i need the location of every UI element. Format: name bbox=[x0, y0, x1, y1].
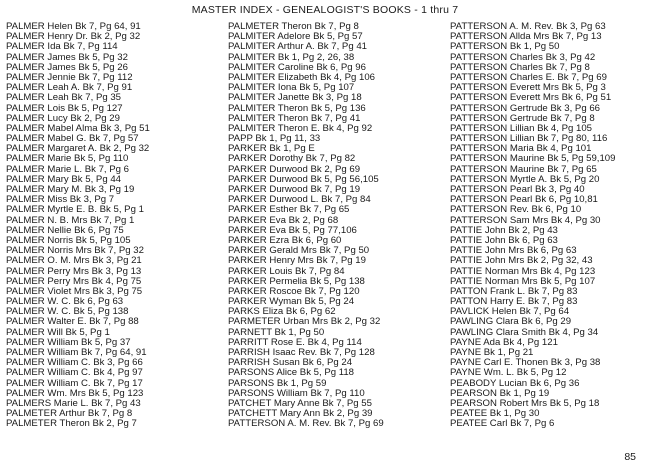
index-entry: PALMER Leah A. Bk 7, Pg 91 bbox=[6, 83, 133, 94]
index-entry: PALMITER Iona Bk 5, Pg 107 bbox=[228, 83, 355, 94]
index-entry: PALMER Jennie Bk 7, Pg 112 bbox=[6, 72, 133, 83]
index-entry: PALMER Nellie Bk 6, Pg 75 bbox=[6, 225, 124, 236]
index-entry: PALMER William C. Bk 3, Pg 66 bbox=[6, 358, 143, 369]
index-entry: PATTERSON Pearl Bk 3, Pg 40 bbox=[450, 185, 585, 195]
index-entry: PATTERSON Myrtle A. Bk 5, Pg 20 bbox=[450, 174, 600, 185]
index-entry: PARSONS Bk 1, Pg 59 bbox=[228, 378, 327, 389]
index-entry: PALMETER Arthur Bk 7, Pg 8 bbox=[6, 409, 133, 420]
index-entry: PALMER N. B. Mrs Bk 7, Pg 1 bbox=[6, 215, 135, 226]
index-entry: PATTIE John Mrs Bk 2, Pg 32, 43 bbox=[450, 256, 593, 267]
index-entry: PATTERSON Allda Mrs Bk 7, Pg 13 bbox=[450, 32, 602, 43]
index-entry: PALMITER Arthur A. Bk 7, Pg 41 bbox=[228, 42, 367, 53]
index-entry: PAYNE Bk 1, Pg 21 bbox=[450, 348, 534, 358]
index-entry: PARSONS Alice Bk 5, Pg 118 bbox=[228, 368, 355, 379]
index-entry: PATTERSON A. M. Rev. Bk 3, Pg 63 bbox=[450, 22, 606, 32]
index-entry: PALMER Marie Bk 5, Pg 110 bbox=[6, 154, 129, 165]
index-entry: PALMER Margaret A. Bk 2, Pg 32 bbox=[6, 144, 150, 155]
index-entry: PATTERSON Charles Bk 7, Pg 8 bbox=[450, 62, 590, 73]
index-entry: PALMER Norris Bk 5, Pg 105 bbox=[6, 235, 131, 246]
index-entry: PATTERSON Gertrude Bk 7, Pg 8 bbox=[450, 113, 595, 124]
index-entry: PARKER Dorothy Bk 7, Pg 82 bbox=[228, 154, 356, 165]
index-entry: PALMER Mabel Alma Bk 3, Pg 51 bbox=[6, 123, 150, 134]
index-entry: PATTON Frank L. Bk 7, Pg 83 bbox=[450, 286, 578, 297]
index-entry: PATTIE John Bk 6, Pg 63 bbox=[450, 235, 558, 246]
index-entry: PATTERSON Everett Mrs Bk 5, Pg 3 bbox=[450, 83, 606, 94]
index-entry: PARNETT Bk 1, Pg 50 bbox=[228, 327, 325, 338]
index-entry: PALMER Henry Dr. Bk 2, Pg 32 bbox=[6, 32, 141, 43]
index-entry: PARKER Henry Mrs Bk 7, Pg 19 bbox=[228, 256, 366, 267]
index-entry: PATCHET Mary Anne Bk 7, Pg 55 bbox=[228, 398, 372, 409]
index-entry: PATTERSON Gertrude Bk 3, Pg 66 bbox=[450, 103, 600, 114]
index-entry: PATTERSON Lillian Bk 4, Pg 105 bbox=[450, 123, 593, 134]
index-entry: PARKER Gerald Mrs Bk 7, Pg 50 bbox=[228, 246, 370, 257]
index-entry: PALMER O. M. Mrs Bk 3, Pg 21 bbox=[6, 256, 142, 267]
index-entry: PATTIE John Mrs Bk 6, Pg 63 bbox=[450, 246, 577, 257]
index-entry: PEARSON Robert Mrs Bk 5, Pg 18 bbox=[450, 398, 600, 409]
index-entry: PAWLING Clara Bk 6, Pg 29 bbox=[450, 317, 572, 328]
index-entry: PAYNE Ada Bk 4, Pg 121 bbox=[450, 337, 558, 348]
index-entry: PARKER Durwood L. Bk 7, Pg 84 bbox=[228, 195, 371, 206]
index-entry: PALMITER Janette Bk 3, Pg 18 bbox=[228, 93, 362, 104]
index-entry: PATTERSON Rev. Bk 6, Pg 10 bbox=[450, 205, 582, 216]
index-entry: PALMITER Elizabeth Bk 4, Pg 106 bbox=[228, 72, 375, 83]
index-entry: PARKER Eva Bk 5, Pg 77,106 bbox=[228, 225, 357, 236]
index-entry: PARKER Louis Bk 7, Pg 84 bbox=[228, 266, 345, 277]
index-entry: PATTERSON Pearl Bk 6, Pg 10,81 bbox=[450, 195, 598, 206]
index-entry: PALMITER Adelore Bk 5, Pg 57 bbox=[228, 32, 363, 43]
page-header: MASTER INDEX - GENEALOGIST'S BOOKS - 1 thru 7 bbox=[191, 4, 459, 16]
index-entry: PALMER Norris Mrs Bk 7, Pg 32 bbox=[6, 246, 144, 257]
index-entry: PEATEE Carl Bk 7, Pg 6 bbox=[450, 419, 555, 430]
index-entry: PALMER William Bk 5, Pg 37 bbox=[6, 337, 131, 348]
index-entry: PALMER Mary Bk 5, Pg 44 bbox=[6, 174, 121, 185]
index-entry: PARKER Bk 1, Pg E bbox=[228, 144, 315, 155]
index-entry: PALMER Ida Bk 7, Pg 114 bbox=[6, 42, 118, 53]
index-entry: PATTERSON Bk 1, Pg 50 bbox=[450, 42, 560, 53]
index-entry: PEATEE Bk 1, Pg 30 bbox=[450, 409, 540, 420]
index-entry: PARKER Esther Bk 7, Pg 65 bbox=[228, 205, 350, 216]
index-entry: PAWLING Clara Smith Bk 4, Pg 34 bbox=[450, 327, 599, 338]
index-entry: PALMER Mabel G. Bk 7, Pg 57 bbox=[6, 134, 139, 145]
index-entry: PALMITER Theron E. Bk 4, Pg 92 bbox=[228, 123, 373, 134]
index-entry: PALMER Myrtle E. B. Bk 5, Pg 1 bbox=[6, 205, 144, 216]
index-entry: PALMITER Caroline Bk 6, Pg 96 bbox=[228, 62, 366, 73]
index-entry: PALMER Leah Bk 7, Pg 35 bbox=[6, 93, 122, 104]
index-entry: PATTERSON Everett Mrs Bk 6, Pg 51 bbox=[450, 93, 612, 104]
index-entry: PALMER Wm. Mrs Bk 5, Pg 123 bbox=[6, 388, 144, 399]
index-column-1 bbox=[6, 22, 221, 430]
index-entry: PATTIE John Bk 2, Pg 43 bbox=[450, 225, 558, 236]
index-entry: PALMETER Theron Bk 2, Pg 7 bbox=[6, 419, 137, 430]
index-entry: PALMITER Theron Bk 5, Pg 136 bbox=[228, 103, 366, 114]
index-entry: PARKER Ezra Bk 6, Pg 60 bbox=[228, 235, 342, 246]
index-entry: PARRITT Rose E. Bk 4, Pg 114 bbox=[228, 337, 362, 348]
index-entry: PALMERS Marie L. Bk 7, Pg 43 bbox=[6, 398, 141, 409]
index-entry: PALMER Will Bk 5, Pg 1 bbox=[6, 327, 110, 338]
index-entry: PALMER William C. Bk 7, Pg 17 bbox=[6, 378, 143, 389]
index-entry: PARKER Permelia Bk 5, Pg 138 bbox=[228, 276, 365, 287]
index-entry: PATTIE Norman Mrs Bk 5, Pg 107 bbox=[450, 276, 596, 287]
index-entry: PATTERSON Lillian Bk 7, Pg 80, 116 bbox=[450, 134, 608, 145]
index-entry: PALMER James Bk 5, Pg 26 bbox=[6, 62, 128, 73]
index-entry: PATTON Harry E. Bk 7, Pg 83 bbox=[450, 297, 578, 308]
index-entry: PALMER Perry Mrs Bk 4, Pg 75 bbox=[6, 276, 142, 287]
index-entry: PARSONS William Bk 7, Pg 110 bbox=[228, 388, 365, 399]
index-columns bbox=[6, 22, 646, 447]
index-entry: PATTERSON Maurine Bk 7, Pg 65 bbox=[450, 164, 597, 175]
index-entry: PAVLICK Helen Bk 7, Pg 64 bbox=[450, 307, 570, 318]
index-entry: PALMER William C. Bk 4, Pg 97 bbox=[6, 368, 143, 379]
index-entry: PALMER W. C. Bk 5, Pg 138 bbox=[6, 307, 129, 318]
index-entry: PATTERSON A. M. Rev. Bk 7, Pg 69 bbox=[228, 419, 384, 430]
index-entry: PATTERSON Charles Bk 3, Pg 42 bbox=[450, 52, 596, 63]
index-entry: PEABODY Lucian Bk 6, Pg 36 bbox=[450, 378, 580, 389]
index-entry: PARRISH Isaac Rev. Bk 7, Pg 128 bbox=[228, 348, 375, 358]
index-entry: PALMER Walter E. Bk 7, Pg 88 bbox=[6, 317, 139, 328]
page-number: 85 bbox=[624, 451, 636, 463]
index-entry: PARMETER Urban Mrs Bk 2, Pg 32 bbox=[228, 317, 381, 328]
index-entry: PALMER James Bk 5, Pg 32 bbox=[6, 52, 128, 63]
index-entry: PALMETER Theron Bk 7, Pg 8 bbox=[228, 22, 359, 32]
index-entry: PARKER Durwood Bk 2, Pg 69 bbox=[228, 164, 361, 175]
index-entry: PARRISH Susan Bk 6, Pg 24 bbox=[228, 358, 353, 369]
index-entry: PAYNE Carl E. Thonen Bk 3, Pg 38 bbox=[450, 358, 601, 369]
index-entry: PATTERSON Charles E. Bk 7, Pg 69 bbox=[450, 72, 607, 83]
index-entry: PALMER Lucy Bk 2, Pg 29 bbox=[6, 113, 120, 124]
index-entry: PAYNE Wm. L. Bk 5, Pg 12 bbox=[450, 368, 567, 379]
index-entry: PALMER Helen Bk 7, Pg 64, 91 bbox=[6, 22, 141, 32]
index-entry: PALMER Lois Bk 5, Pg 127 bbox=[6, 103, 123, 114]
index-entry: PALMER Miss Bk 3, Pg 7 bbox=[6, 195, 115, 206]
index-entry: PALMER Violet Mrs Bk 3, Pg 75 bbox=[6, 286, 143, 297]
index-entry: PALMER William Bk 7, Pg 64, 91 bbox=[6, 348, 147, 358]
index-column-3 bbox=[450, 22, 650, 430]
index-entry: PATCHETT Mary Ann Bk 2, Pg 39 bbox=[228, 409, 373, 420]
index-entry: PARKER Durwood Bk 7, Pg 19 bbox=[228, 185, 361, 195]
index-entry: PATTIE Norman Mrs Bk 4, Pg 123 bbox=[450, 266, 596, 277]
index-entry: PALMITER Theron Bk 7, Pg 41 bbox=[228, 113, 361, 124]
index-entry: PARKS Eliza Bk 6, Pg 62 bbox=[228, 307, 336, 318]
index-entry: PARKER Durwood Bk 5, Pg 56,105 bbox=[228, 174, 379, 185]
index-entry: PATTERSON Maurine Bk 5, Pg 59,109 bbox=[450, 154, 616, 165]
index-entry: PEARSON Bk 1, Pg 19 bbox=[450, 388, 550, 399]
index-entry: PALMER Marie L. Bk 7, Pg 6 bbox=[6, 164, 129, 175]
index-entry: PALMER Mary M. Bk 3, Pg 19 bbox=[6, 185, 135, 195]
index-entry: PARKER Eva Bk 2, Pg 68 bbox=[228, 215, 339, 226]
index-entry: PARKER Roscoe Bk 7, Pg 120 bbox=[228, 286, 360, 297]
index-entry: PALMER Perry Mrs Bk 3, Pg 13 bbox=[6, 266, 142, 277]
index-entry: PALMITER Bk 1, Pg 2, 26, 38 bbox=[228, 52, 355, 63]
index-entry: PAPP Bk 1, Pg 11, 33 bbox=[228, 134, 321, 145]
index-column-2 bbox=[228, 22, 443, 430]
index-entry: PATTERSON Maria Bk 4, Pg 101 bbox=[450, 144, 592, 155]
index-entry: PATTERSON Sam Mrs Bk 4, Pg 30 bbox=[450, 215, 601, 226]
index-entry: PALMER W. C. Bk 6, Pg 63 bbox=[6, 297, 124, 308]
index-entry: PARKER Wyman Bk 5, Pg 24 bbox=[228, 297, 355, 308]
